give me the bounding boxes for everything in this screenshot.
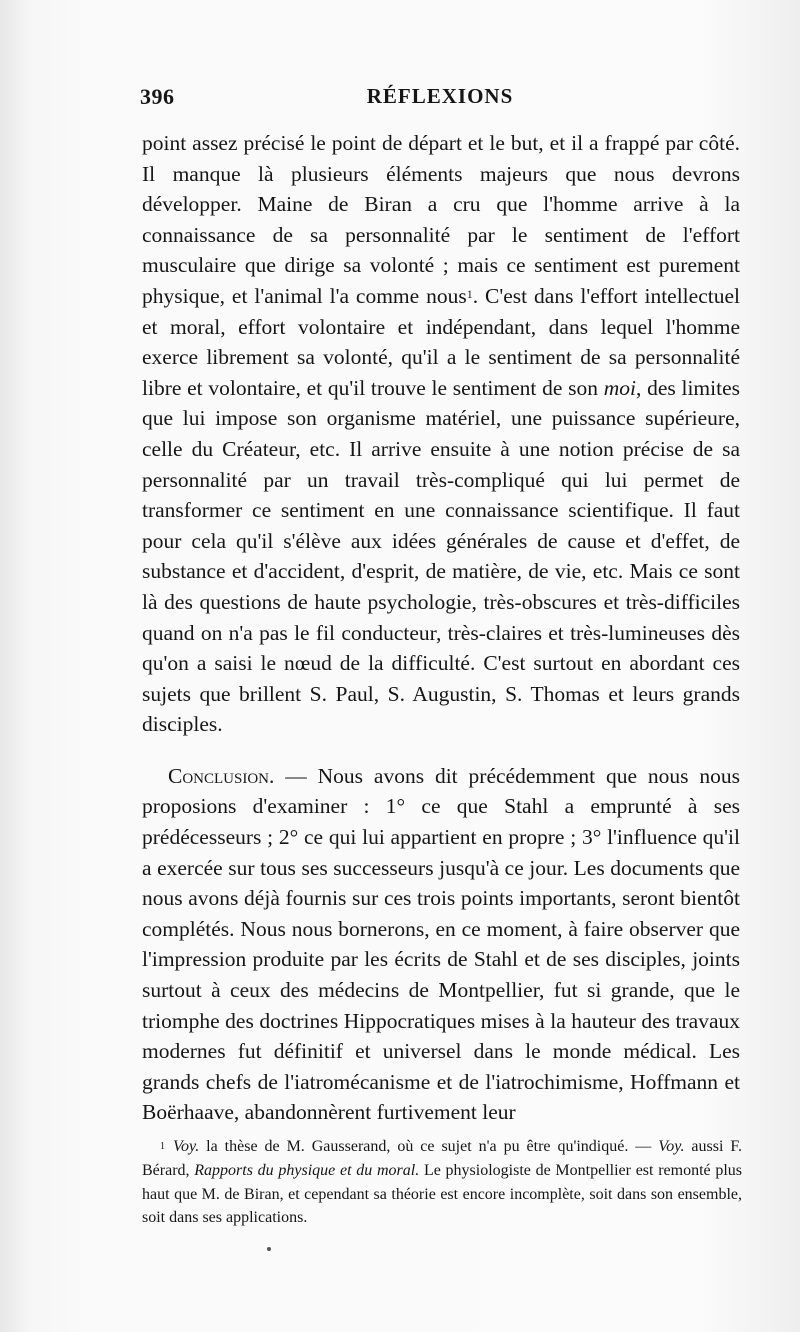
section-lead: Conclusion.	[168, 763, 275, 788]
paragraph-text: — Nous avons dit précédemment que nous nous proposions d'examiner : 1° ce que Stahl a emprunté à ses prédécesseurs ; 2° ce qui lui appartient en propre ; 3° l'influence qu'il a exercée sur tous ses successeurs jusqu'à ce jour. Les documents que nous avons déjà fournis sur ces trois points importants, seront bientôt complétés. Nous nous bornerons, en ce moment, à faire observer que l'impression produite par les écrits de Stahl et de ses disciples, joints surtout à ceux des médecins de Montpellier, fut si grande, que le triomphe des doctrines Hippocratiques mises à la hauteur des travaux modernes fut définitif et universel dans le monde médical. Les grands chefs de l'iatromécanisme et de l'iatrochimisme, Hoffmann et Boërhaave, abandonnèrent furtivement leur	[142, 763, 740, 1125]
ink-speck	[267, 1247, 271, 1251]
paragraph-text: , des limites que lui impose son organisme matériel, une puissance supérieure, celle du Créateur, etc. Il arrive ensuite à une notion précise de sa personnalité par un travail très-compliqué qui lui permet de transformer ce sentiment en une connaissance scientifique. Il faut pour cela qu'il s'élève aux idées générales de cause et d'effet, de substance et d'accident, d'esprit, de matière, de vie, etc. Mais ce sont là des questions de haute psychologie, très-obscures et très-difficiles quand on n'a pas le fil conducteur, très-claires et très-lumineuses dès qu'on a saisi le nœud de la difficulté. C'est surtout en abordant ces sujets que brillent S. Paul, S. Augustin, S. Thomas et leurs grands disciples.	[142, 375, 740, 737]
footnote-voy: Voy.	[173, 1138, 200, 1155]
footnote-book-title: Rapports du physique et du moral.	[194, 1161, 420, 1179]
paragraph-text: . C'est dans l'effort intellectuel et moral, effort volontaire et indépendant, dans lequel l'homme exerce librement sa volonté, qu'il a le sentiment de sa personnalité libre et volontaire, et qu'il trouve le sentiment de son	[142, 283, 740, 400]
running-head	[140, 84, 740, 120]
paragraph-continuation	[142, 128, 740, 740]
italic-word: moi	[603, 375, 636, 400]
running-title: RÉFLEXIONS	[366, 84, 514, 108]
footnote-part: la thèse de M. Gausserand, où ce sujet n'a pu être qu'indiqué. —	[199, 1138, 659, 1155]
paragraph-text: point assez précisé le point de départ et le but, et il a frappé par côté. Il manque là plusieurs éléments majeurs que nous devrons développer. Maine de Biran a cru que l'homme arrive à la connaissance de sa personnalité par le sentiment de l'effort musculaire que dirige sa volonté ; mais ce sentiment est purement physique, et l'animal l'a comme nous	[142, 131, 740, 308]
footnote-part: aussi F. Bérard,	[142, 1138, 742, 1179]
footnote-part: Le physiologiste de Montpellier est remonté plus haut que M. de Biran, et cependant sa théorie est encore incomplète, soit dans son ensemble, soit dans ses applications.	[142, 1161, 743, 1227]
footnote-text	[142, 1135, 742, 1230]
main-text	[142, 128, 740, 1128]
footnote	[142, 1135, 742, 1230]
footnote-voy: Voy.	[658, 1138, 685, 1155]
page-number: 396	[140, 84, 175, 109]
paragraph-conclusion	[142, 761, 740, 1128]
footnote-reference: 1	[466, 286, 473, 301]
footnote-marker: 1	[160, 1141, 165, 1152]
